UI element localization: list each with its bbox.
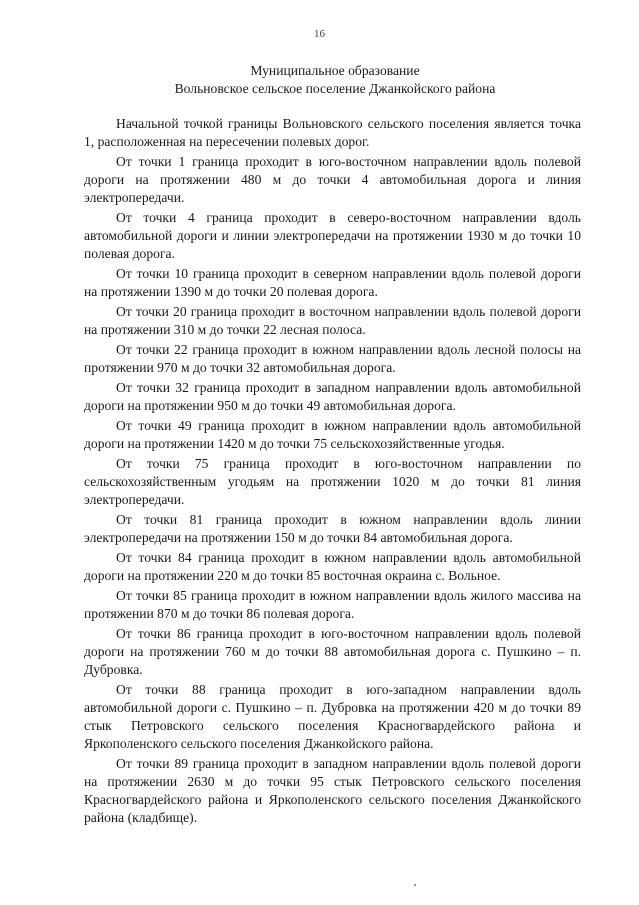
paragraph: От точки 1 граница проходит в юго-восточном направлении вдоль полевой дороги на протяжении 480 м до точки 4 автомобильная дорога и линия электропередачи. (84, 154, 581, 205)
paragraph: От точки 85 граница проходит в южном направлении вдоль жилого массива на протяжении 870 м до точки 86 полевая дорога. (84, 588, 581, 621)
paragraph: От точки 32 граница проходит в западном направлении вдоль автомобильной дороги на протяжении 950 м до точки 49 автомобильная дорога. (84, 380, 581, 413)
heading-line-municipality: Муниципальное образование (250, 63, 420, 78)
scan-speck (414, 884, 416, 886)
paragraph: От точки 4 граница проходит в северо-восточном направлении вдоль автомобильной дороги и линии электропередачи на протяжении 1930 м до точки 10 полевая дорога. (84, 210, 581, 261)
paragraph: От точки 75 граница проходит в юго-восточном направлении по сельскохозяйственным угодьям на протяжении 1020 м до точки 81 линия электропередачи. (84, 456, 581, 507)
paragraph: От точки 49 граница проходит в южном направлении вдоль автомобильной дороги на протяжении 1420 м до точки 75 сельскохозяйственные угодья. (84, 418, 581, 451)
heading-line-settlement: Вольновское сельское поселение Джанкойского района (174, 81, 496, 96)
paragraph: От точки 22 граница проходит в южном направлении вдоль лесной полосы на протяжении 970 м до точки 32 автомобильная дорога. (84, 342, 581, 375)
paragraph: От точки 89 граница проходит в западном направлении вдоль полевой дороги на протяжении 2630 м до точки 95 стык Петровского сельского поселения Красногвардейского района и Яркополенского сельского поселения Джанкойского района (кладбище). (84, 756, 581, 825)
boundary-description (84, 115, 581, 827)
paragraph: От точки 20 граница проходит в восточном направлении вдоль полевой дороги на протяжении 310 м до точки 22 лесная полоса. (84, 304, 581, 337)
paragraph: Начальной точкой границы Вольновского сельского поселения является точка 1, расположенная на пересечении полевых дорог. (84, 116, 581, 149)
paragraph: От точки 88 граница проходит в юго-западном направлении вдоль автомобильной дороги с. Пушкино – п. Дубровка на протяжении 420 м до точки 89 стык Петровского сельского поселения Красногвардейского района и Яркополенского сельского поселения Джанкойского района. (84, 682, 581, 751)
page-number: 16 (314, 28, 325, 40)
paragraph: От точки 10 граница проходит в северном направлении вдоль полевой дороги на протяжении 1390 м до точки 20 полевая дорога. (84, 266, 581, 299)
document-heading (90, 62, 580, 98)
paragraph: От точки 81 граница проходит в южном направлении вдоль линии электропередачи на протяжении 150 м до точки 84 автомобильная дорога. (84, 512, 581, 545)
paragraph: От точки 86 граница проходит в юго-восточном направлении вдоль полевой дороги на протяжении 760 м до точки 88 автомобильная дорога с. Пушкино – п. Дубровка. (84, 626, 581, 677)
paragraph: От точки 84 граница проходит в южном направлении вдоль автомобильной дороги на протяжении 220 м до точки 85 восточная окраина с. Вольное. (84, 550, 581, 583)
